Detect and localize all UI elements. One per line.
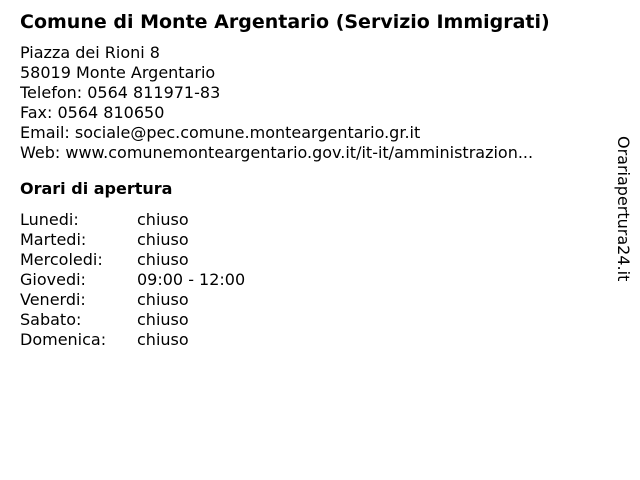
day-label: Mercoledi: — [20, 250, 103, 269]
day-label: Giovedi: — [20, 270, 86, 289]
web-label: Web: — [20, 143, 66, 162]
day-label: Sabato: — [20, 310, 82, 329]
email-label: Email: — [20, 123, 75, 142]
hours-row — [20, 330, 600, 350]
day-label: Venerdi: — [20, 290, 86, 309]
street-address: Piazza dei Rioni 8 — [20, 43, 160, 62]
opening-hours — [20, 210, 600, 350]
time-value: chiuso — [137, 290, 189, 309]
listing-card — [20, 8, 600, 350]
time-value: chiuso — [137, 310, 189, 329]
city-postcode: 58019 Monte Argentario — [20, 63, 216, 82]
fax-number: Fax: 0564 810650 — [20, 103, 165, 122]
email-line — [20, 123, 600, 143]
hours-row — [20, 290, 600, 310]
hours-row — [20, 210, 600, 230]
phone-number: Telefon: 0564 811971-83 — [20, 83, 221, 102]
email-link[interactable]: sociale@pec.comune.monteargentario.gr.it — [74, 123, 421, 142]
web-line — [20, 143, 600, 163]
web-link[interactable]: www.comunemonteargentario.gov.it/it-it/amministrazion... — [65, 143, 534, 162]
contact-block — [20, 43, 600, 163]
time-value: 09:00 - 12:00 — [137, 270, 246, 289]
day-label: Domenica: — [20, 330, 107, 349]
hours-heading: Orari di apertura — [20, 179, 173, 198]
time-value: chiuso — [137, 250, 189, 269]
day-label: Lunedi: — [20, 210, 79, 229]
hours-row — [20, 310, 600, 330]
time-value: chiuso — [137, 210, 189, 229]
time-value: chiuso — [137, 330, 189, 349]
time-value: chiuso — [137, 230, 189, 249]
hours-row — [20, 250, 600, 270]
brand-watermark: Orariapertura24.it — [614, 136, 633, 282]
listing-title: Comune di Monte Argentario (Servizio Immigrati) — [20, 11, 550, 33]
day-label: Martedi: — [20, 230, 87, 249]
hours-row — [20, 270, 600, 290]
hours-row — [20, 230, 600, 250]
